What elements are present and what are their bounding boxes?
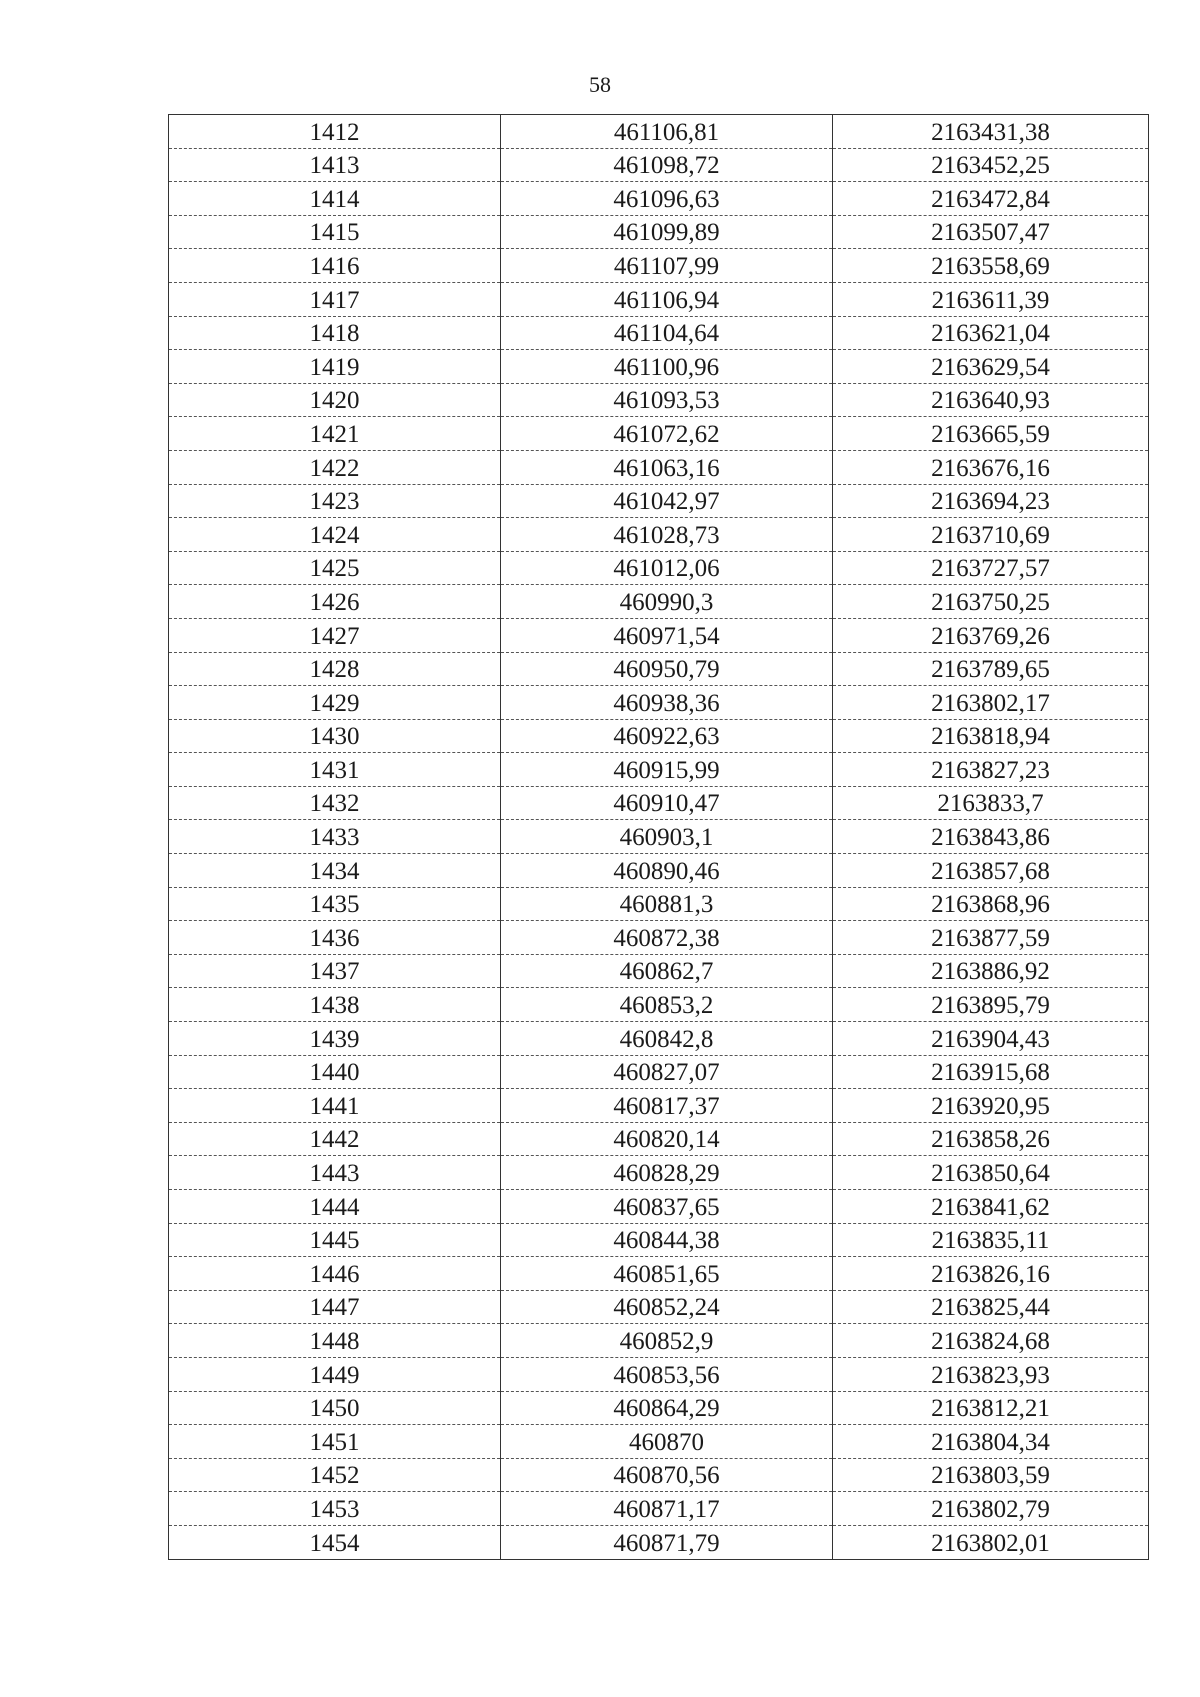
table-row: [169, 585, 1149, 619]
x-coordinate-cell: 460910,47: [501, 786, 833, 820]
point-number-cell: 1414: [169, 182, 501, 216]
point-number-cell: 1415: [169, 215, 501, 249]
x-coordinate-cell: 461099,89: [501, 215, 833, 249]
table-row: [169, 1089, 1149, 1123]
point-number-cell: 1426: [169, 585, 501, 619]
y-coordinate-cell: 2163895,79: [833, 988, 1149, 1022]
point-number-cell: 1430: [169, 719, 501, 753]
y-coordinate-cell: 2163507,47: [833, 215, 1149, 249]
table-row: [169, 1055, 1149, 1089]
table-row: [169, 1022, 1149, 1056]
x-coordinate-cell: 461093,53: [501, 383, 833, 417]
y-coordinate-cell: 2163452,25: [833, 148, 1149, 182]
y-coordinate-cell: 2163710,69: [833, 518, 1149, 552]
x-coordinate-cell: 460990,3: [501, 585, 833, 619]
y-coordinate-cell: 2163431,38: [833, 115, 1149, 149]
table-row: [169, 484, 1149, 518]
point-number-cell: 1420: [169, 383, 501, 417]
table-row: [169, 115, 1149, 149]
x-coordinate-cell: 461098,72: [501, 148, 833, 182]
table-row: [169, 1425, 1149, 1459]
table-row: [169, 1391, 1149, 1425]
y-coordinate-cell: 2163823,93: [833, 1357, 1149, 1391]
x-coordinate-cell: 460871,79: [501, 1525, 833, 1559]
y-coordinate-cell: 2163843,86: [833, 820, 1149, 854]
y-coordinate-cell: 2163727,57: [833, 551, 1149, 585]
point-number-cell: 1422: [169, 450, 501, 484]
point-number-cell: 1453: [169, 1492, 501, 1526]
x-coordinate-cell: 461042,97: [501, 484, 833, 518]
table-row: [169, 1324, 1149, 1358]
x-coordinate-cell: 460971,54: [501, 618, 833, 652]
y-coordinate-cell: 2163472,84: [833, 182, 1149, 216]
x-coordinate-cell: 460922,63: [501, 719, 833, 753]
point-number-cell: 1441: [169, 1089, 501, 1123]
point-number-cell: 1428: [169, 652, 501, 686]
table-row: [169, 316, 1149, 350]
table-row: [169, 1156, 1149, 1190]
point-number-cell: 1437: [169, 954, 501, 988]
point-number-cell: 1443: [169, 1156, 501, 1190]
point-number-cell: 1432: [169, 786, 501, 820]
table-row: [169, 1257, 1149, 1291]
y-coordinate-cell: 2163825,44: [833, 1290, 1149, 1324]
table-row: [169, 215, 1149, 249]
x-coordinate-cell: 460903,1: [501, 820, 833, 854]
table-row: [169, 551, 1149, 585]
x-coordinate-cell: 460864,29: [501, 1391, 833, 1425]
table-row: [169, 686, 1149, 720]
y-coordinate-cell: 2163886,92: [833, 954, 1149, 988]
point-number-cell: 1413: [169, 148, 501, 182]
table-row: [169, 249, 1149, 283]
y-coordinate-cell: 2163802,01: [833, 1525, 1149, 1559]
table-row: [169, 753, 1149, 787]
point-number-cell: 1419: [169, 350, 501, 384]
x-coordinate-cell: 460842,8: [501, 1022, 833, 1056]
table-row: [169, 350, 1149, 384]
point-number-cell: 1424: [169, 518, 501, 552]
y-coordinate-cell: 2163868,96: [833, 887, 1149, 921]
table-row: [169, 1357, 1149, 1391]
x-coordinate-cell: 460870: [501, 1425, 833, 1459]
point-number-cell: 1451: [169, 1425, 501, 1459]
point-number-cell: 1436: [169, 921, 501, 955]
y-coordinate-cell: 2163621,04: [833, 316, 1149, 350]
x-coordinate-cell: 460817,37: [501, 1089, 833, 1123]
table-row: [169, 148, 1149, 182]
point-number-cell: 1418: [169, 316, 501, 350]
x-coordinate-cell: 461063,16: [501, 450, 833, 484]
table-row: [169, 450, 1149, 484]
y-coordinate-cell: 2163812,21: [833, 1391, 1149, 1425]
x-coordinate-cell: 460852,9: [501, 1324, 833, 1358]
x-coordinate-cell: 461072,62: [501, 417, 833, 451]
point-number-cell: 1423: [169, 484, 501, 518]
x-coordinate-cell: 460950,79: [501, 652, 833, 686]
y-coordinate-cell: 2163802,79: [833, 1492, 1149, 1526]
point-number-cell: 1438: [169, 988, 501, 1022]
x-coordinate-cell: 461107,99: [501, 249, 833, 283]
table-row: [169, 1492, 1149, 1526]
table-row: [169, 1525, 1149, 1559]
x-coordinate-cell: 461100,96: [501, 350, 833, 384]
x-coordinate-cell: 460862,7: [501, 954, 833, 988]
point-number-cell: 1440: [169, 1055, 501, 1089]
y-coordinate-cell: 2163877,59: [833, 921, 1149, 955]
x-coordinate-cell: 460837,65: [501, 1190, 833, 1224]
y-coordinate-cell: 2163629,54: [833, 350, 1149, 384]
y-coordinate-cell: 2163665,59: [833, 417, 1149, 451]
x-coordinate-cell: 461104,64: [501, 316, 833, 350]
table-row: [169, 854, 1149, 888]
page-number: 58: [589, 72, 611, 97]
table-row: [169, 921, 1149, 955]
x-coordinate-cell: 460852,24: [501, 1290, 833, 1324]
x-coordinate-cell: 460827,07: [501, 1055, 833, 1089]
point-number-cell: 1446: [169, 1257, 501, 1291]
table-row: [169, 988, 1149, 1022]
y-coordinate-cell: 2163824,68: [833, 1324, 1149, 1358]
point-number-cell: 1450: [169, 1391, 501, 1425]
point-number-cell: 1421: [169, 417, 501, 451]
point-number-cell: 1431: [169, 753, 501, 787]
y-coordinate-cell: 2163826,16: [833, 1257, 1149, 1291]
y-coordinate-cell: 2163904,43: [833, 1022, 1149, 1056]
x-coordinate-cell: 461106,81: [501, 115, 833, 149]
x-coordinate-cell: 461106,94: [501, 282, 833, 316]
x-coordinate-cell: 460853,56: [501, 1357, 833, 1391]
y-coordinate-cell: 2163858,26: [833, 1122, 1149, 1156]
point-number-cell: 1449: [169, 1357, 501, 1391]
point-number-cell: 1433: [169, 820, 501, 854]
table-row: [169, 786, 1149, 820]
coordinates-table-body: [169, 115, 1149, 1560]
point-number-cell: 1429: [169, 686, 501, 720]
y-coordinate-cell: 2163841,62: [833, 1190, 1149, 1224]
x-coordinate-cell: 460915,99: [501, 753, 833, 787]
y-coordinate-cell: 2163802,17: [833, 686, 1149, 720]
point-number-cell: 1417: [169, 282, 501, 316]
y-coordinate-cell: 2163833,7: [833, 786, 1149, 820]
table-row: [169, 1290, 1149, 1324]
x-coordinate-cell: 461028,73: [501, 518, 833, 552]
x-coordinate-cell: 460828,29: [501, 1156, 833, 1190]
table-row: [169, 383, 1149, 417]
table-row: [169, 618, 1149, 652]
x-coordinate-cell: 460853,2: [501, 988, 833, 1022]
point-number-cell: 1425: [169, 551, 501, 585]
x-coordinate-cell: 460881,3: [501, 887, 833, 921]
table-row: [169, 182, 1149, 216]
point-number-cell: 1412: [169, 115, 501, 149]
y-coordinate-cell: 2163915,68: [833, 1055, 1149, 1089]
y-coordinate-cell: 2163789,65: [833, 652, 1149, 686]
table-row: [169, 1223, 1149, 1257]
y-coordinate-cell: 2163676,16: [833, 450, 1149, 484]
point-number-cell: 1445: [169, 1223, 501, 1257]
point-number-cell: 1435: [169, 887, 501, 921]
point-number-cell: 1439: [169, 1022, 501, 1056]
y-coordinate-cell: 2163803,59: [833, 1458, 1149, 1492]
y-coordinate-cell: 2163640,93: [833, 383, 1149, 417]
y-coordinate-cell: 2163694,23: [833, 484, 1149, 518]
y-coordinate-cell: 2163835,11: [833, 1223, 1149, 1257]
table-row: [169, 820, 1149, 854]
point-number-cell: 1454: [169, 1525, 501, 1559]
table-row: [169, 652, 1149, 686]
table-row: [169, 1458, 1149, 1492]
point-number-cell: 1452: [169, 1458, 501, 1492]
x-coordinate-cell: 460871,17: [501, 1492, 833, 1526]
x-coordinate-cell: 461012,06: [501, 551, 833, 585]
point-number-cell: 1444: [169, 1190, 501, 1224]
y-coordinate-cell: 2163769,26: [833, 618, 1149, 652]
y-coordinate-cell: 2163857,68: [833, 854, 1149, 888]
table-row: [169, 282, 1149, 316]
point-number-cell: 1448: [169, 1324, 501, 1358]
x-coordinate-cell: 460851,65: [501, 1257, 833, 1291]
y-coordinate-cell: 2163611,39: [833, 282, 1149, 316]
x-coordinate-cell: 460870,56: [501, 1458, 833, 1492]
x-coordinate-cell: 460872,38: [501, 921, 833, 955]
table-row: [169, 1190, 1149, 1224]
x-coordinate-cell: 460938,36: [501, 686, 833, 720]
y-coordinate-cell: 2163827,23: [833, 753, 1149, 787]
y-coordinate-cell: 2163804,34: [833, 1425, 1149, 1459]
x-coordinate-cell: 461096,63: [501, 182, 833, 216]
table-row: [169, 954, 1149, 988]
y-coordinate-cell: 2163850,64: [833, 1156, 1149, 1190]
table-row: [169, 518, 1149, 552]
point-number-cell: 1434: [169, 854, 501, 888]
point-number-cell: 1447: [169, 1290, 501, 1324]
x-coordinate-cell: 460820,14: [501, 1122, 833, 1156]
point-number-cell: 1416: [169, 249, 501, 283]
x-coordinate-cell: 460844,38: [501, 1223, 833, 1257]
y-coordinate-cell: 2163920,95: [833, 1089, 1149, 1123]
table-row: [169, 1122, 1149, 1156]
y-coordinate-cell: 2163558,69: [833, 249, 1149, 283]
x-coordinate-cell: 460890,46: [501, 854, 833, 888]
y-coordinate-cell: 2163750,25: [833, 585, 1149, 619]
y-coordinate-cell: 2163818,94: [833, 719, 1149, 753]
table-row: [169, 887, 1149, 921]
coordinates-table: [168, 114, 1149, 1560]
point-number-cell: 1442: [169, 1122, 501, 1156]
point-number-cell: 1427: [169, 618, 501, 652]
table-row: [169, 417, 1149, 451]
table-row: [169, 719, 1149, 753]
